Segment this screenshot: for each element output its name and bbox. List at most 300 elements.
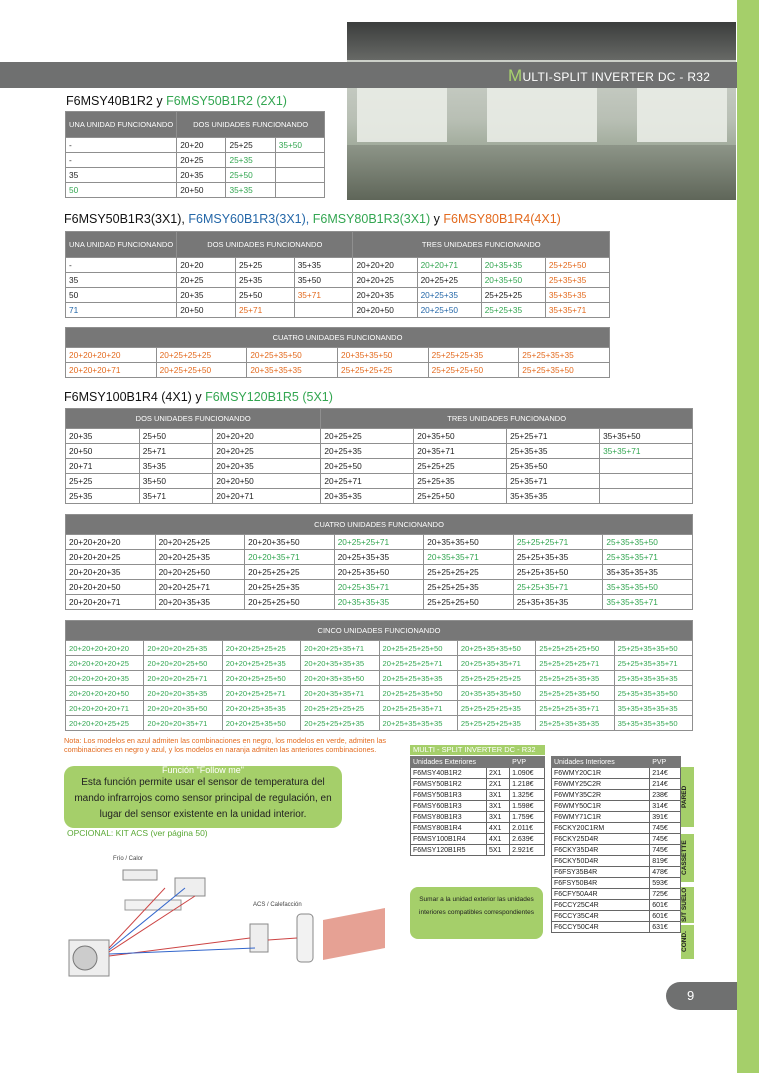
table-cell: 20+25+35+35+71 — [457, 656, 535, 671]
table-row — [552, 845, 681, 856]
table-cell: 25+35+35 — [507, 444, 600, 459]
table-row — [66, 701, 693, 716]
table-cell: 20+20+25+25+71 — [222, 686, 300, 701]
table-cell: 25+25+25+25 — [424, 565, 514, 580]
table-cell: 20+20+25+25+35 — [222, 656, 300, 671]
table-cell: F6CKY25D4R — [552, 834, 650, 845]
table-cell: 35+35 — [139, 459, 213, 474]
table-row — [66, 348, 610, 363]
table-cell: 20+20 — [177, 258, 236, 273]
table-cell: 20+25+25+25+50 — [379, 641, 457, 656]
table-cell: 1.759€ — [510, 812, 545, 823]
table-cell: 35+35+71 — [545, 303, 609, 318]
table-cell: 25+25+35+50 — [519, 363, 610, 378]
schema-label-cold-heat: Frío / Calor — [113, 856, 144, 862]
table-cell: 35 — [66, 273, 177, 288]
table-cell: 20+20+25+25 — [155, 535, 245, 550]
table-cell: 25+25 — [226, 138, 275, 153]
table-cell: 25+25+35+71 — [513, 580, 603, 595]
table-cell: 20+20+25+35+35 — [222, 701, 300, 716]
table-row — [66, 565, 693, 580]
table-cell: 2.921€ — [510, 845, 545, 856]
table-cell: 25+25+25+35+71 — [536, 701, 614, 716]
table-cell: 25+35+35+71 — [603, 550, 693, 565]
table-cell: 71 — [66, 303, 177, 318]
table-cell: 25+35 — [235, 273, 294, 288]
table-cell: 20+25+25+25 — [156, 348, 247, 363]
table-cell: 25+25+25+25 — [337, 363, 428, 378]
table-row — [552, 779, 681, 790]
table-row — [66, 288, 610, 303]
table-cell: 20+20+20+20 — [66, 348, 157, 363]
table-cell: 25+35+50 — [507, 459, 600, 474]
table-cell: 20+20+35+50 — [245, 535, 335, 550]
table-cell: 25+50 — [226, 168, 275, 183]
table-cell: 593€ — [650, 878, 681, 889]
table-cell: 20+25+35+50 — [247, 348, 338, 363]
table-cell: 20+20+20+25+25 — [66, 716, 144, 731]
table-cell: 601€ — [650, 911, 681, 922]
table-cell: 25+50 — [139, 429, 213, 444]
table-cell: 20+25+25+50 — [156, 363, 247, 378]
table-cell: 20+25+35+71 — [334, 580, 424, 595]
table-cell: 35+35+35 — [545, 288, 609, 303]
right-accent-strip — [737, 0, 759, 1073]
table-cell: 20+20+20+20 — [66, 535, 156, 550]
table-cell: 35+71 — [139, 489, 213, 504]
table-cell: 20+35+35 — [321, 489, 414, 504]
table-row — [411, 768, 545, 779]
installation-schema — [65, 848, 390, 990]
section3-table: DOS UNIDADES FUNCIONANDO TRES UNIDADES FUNCIONANDO 20+35 25+50 20+20+20 20+25+25 20+35+50 25+25+71 35+35+50 20+50 25+71 20+20+25 20+25+35 20+35+71 25+35+35 35+35+71 20+71 35+35 20+20+35 20+25+50 25+25+25 25+35+50 25+25 35+50 20+20+50 20+25+71 25+25+35 25+35+71 25+35 35+71 20+20+71 20+35+35 25+25+50 35+35+35 — [65, 408, 693, 504]
table-row — [66, 138, 325, 153]
section3-title: F6MSY100B1R4 (4X1) y F6MSY120B1R5 (5X1) — [64, 390, 333, 404]
table-cell: 238€ — [650, 790, 681, 801]
table-row — [66, 258, 610, 273]
table-cell: 20+20+50 — [213, 474, 321, 489]
table-row — [66, 444, 693, 459]
table-cell: 35+35+50 — [600, 429, 693, 444]
table-row — [552, 911, 681, 922]
table-cell: 5X1 — [487, 845, 510, 856]
table-cell: 819€ — [650, 856, 681, 867]
table-cell: 25+25+35+35+35 — [536, 716, 614, 731]
table-cell: 20+35 — [177, 168, 226, 183]
table-cell: 214€ — [650, 779, 681, 790]
table-cell: F6WMY25C2R — [552, 779, 650, 790]
table-cell: F6MSY40B1R2 — [411, 768, 487, 779]
table-cell: F6MSY80B1R4 — [411, 823, 487, 834]
table-cell: 2.639€ — [510, 834, 545, 845]
table-cell: 35+35+35+71 — [603, 595, 693, 610]
table-cell: 20+35+35+71 — [424, 550, 514, 565]
table-cell: 20+25+50 — [417, 303, 481, 318]
label-cond: COND. — [681, 925, 694, 959]
table-cell — [275, 183, 324, 198]
table-cell: 20+25+25+25+35 — [301, 716, 379, 731]
table-cell: 20+20+35 — [353, 288, 417, 303]
table-cell: 25+35+35+50 — [603, 535, 693, 550]
table-cell: 20+25+35 — [321, 444, 414, 459]
table-cell: 2X1 — [487, 779, 510, 790]
section1-title: F6MSY40B1R2 y F6MSY50B1R2 (2X1) — [66, 94, 287, 108]
note-text: Nota: Los modelos en azul admiten las combinaciones en negro, los modelos en verde, admiten las combinaciones en negro y azul, y los modelos en naranja admiten las anteriores combinaciones. — [64, 736, 387, 754]
table-cell: 1.090€ — [510, 768, 545, 779]
table-cell: 20+20+35 — [213, 459, 321, 474]
table-row — [66, 656, 693, 671]
section2-title: F6MSY50B1R3(3X1), F6MSY60B1R3(3X1), F6MSY80B1R3(3X1) y F6MSY80B1R4(4X1) — [64, 212, 561, 226]
table-cell: - — [66, 153, 177, 168]
table-cell: 20+25+35+35 — [334, 550, 424, 565]
table-cell: 35+35+35 — [507, 489, 600, 504]
table-cell: F6MSY120B1R5 — [411, 845, 487, 856]
table-cell: 20+25+35 — [417, 288, 481, 303]
table-cell: 20+20+71 — [417, 258, 481, 273]
table-cell: 2.011€ — [510, 823, 545, 834]
indoor-units-price-table: Unidades Interiores PVP F6WMY20C1R 214€ F6WMY25C2R 214€ F6WMY35C2R 238€ F6WMY50C1R 314€ F6WMY71C1R 391€ F6CKY20C1RM 745€ F6CKY25D4R 745€ F6CKY35D4R 745€ F6CKY50D4R 819€ F6FSY35B4R 478€ F6FSY50B4R 593€ F6CFY50A4R 725€ F6CCY25C4R 601€ F6CCY35C4R 601€ F6CCY50C4R 631€ — [551, 756, 681, 933]
table-cell: 25+25+35+35 — [513, 550, 603, 565]
table-cell: 20+25+25+35+50 — [379, 686, 457, 701]
table-cell: - — [66, 138, 177, 153]
table-cell: 20+20+20+35+71 — [144, 716, 222, 731]
table-cell: 314€ — [650, 801, 681, 812]
table-row — [66, 474, 693, 489]
table-cell: 20+20+20+25+71 — [144, 671, 222, 686]
table-cell: F6MSY50B1R2 — [411, 779, 487, 790]
table-cell: 20+25+35+35+35 — [379, 716, 457, 731]
table-row — [411, 812, 545, 823]
table-cell: F6MSY60B1R3 — [411, 801, 487, 812]
table-cell: 25+25+71 — [507, 429, 600, 444]
table-cell: 214€ — [650, 768, 681, 779]
opcional-text: OPCIONAL: KIT ACS (ver página 50) — [67, 828, 208, 838]
table-cell: 25+25+50 — [414, 489, 507, 504]
table-cell: 631€ — [650, 922, 681, 933]
table-cell: 25+25+35 — [414, 474, 507, 489]
table-row — [552, 878, 681, 889]
table-cell: 745€ — [650, 823, 681, 834]
label-suelo: S/T SUELO — [681, 887, 694, 923]
table-cell: 25+50 — [235, 288, 294, 303]
table-cell: F6FSY35B4R — [552, 867, 650, 878]
table-cell: 25+25+35 — [481, 303, 545, 318]
table-cell: 25+35 — [226, 153, 275, 168]
table-cell: 20+35+71 — [414, 444, 507, 459]
table-cell: F6MSY50B1R3 — [411, 790, 487, 801]
table-cell: 35+71 — [294, 288, 353, 303]
table-row — [552, 889, 681, 900]
table-cell: - — [66, 258, 177, 273]
table-cell: 25+25+25+71 — [513, 535, 603, 550]
table-cell: 50 — [66, 183, 177, 198]
table-cell: 25+71 — [235, 303, 294, 318]
table-cell: 20+20+25+35+71 — [301, 641, 379, 656]
table-row — [66, 459, 693, 474]
table-cell: 35+50 — [139, 474, 213, 489]
table-row — [66, 550, 693, 565]
schema-label-acs: ACS / Calefacción — [253, 902, 302, 908]
table-cell: 3X1 — [487, 790, 510, 801]
table-cell: 20+35+50 — [481, 273, 545, 288]
sum-info-box: Sumar a la unidad exterior las unidades interiores compatibles correspondientes — [410, 887, 543, 939]
table-cell: 20+20+35+35+35 — [301, 656, 379, 671]
table-cell: 20+25+25+35+71 — [379, 701, 457, 716]
table-cell: 20+20+20+35+50 — [144, 701, 222, 716]
table-row — [552, 834, 681, 845]
table-cell: 4X1 — [487, 834, 510, 845]
table-cell: 20+25+25+25 — [245, 565, 335, 580]
table-cell: 25+25+50 — [545, 258, 609, 273]
table-cell: 1.218€ — [510, 779, 545, 790]
table-cell: 20+25+71 — [321, 474, 414, 489]
table-cell: 3X1 — [487, 812, 510, 823]
table-cell: 1.598€ — [510, 801, 545, 812]
table-cell: 25+25+35+35+50 — [614, 641, 692, 656]
table-cell: 25+25+25+50 — [428, 363, 519, 378]
table-cell: 20+20+20 — [213, 429, 321, 444]
table-cell: 25+25+25+25+71 — [536, 656, 614, 671]
table-cell: 35+35+71 — [600, 444, 693, 459]
section2-four-table: CUATRO UNIDADES FUNCIONANDO 20+20+20+20 20+25+25+25 20+25+35+50 20+35+35+50 25+25+25+35 25+25+35+35 20+20+20+71 20+25+25+50 20+35+35+35 25+25+25+25 25+25+25+50 25+25+35+50 — [65, 327, 610, 378]
table-row — [66, 153, 325, 168]
table-row — [411, 790, 545, 801]
table-cell: 20+25+25 — [321, 429, 414, 444]
table-cell: 25+25+35+50 — [513, 565, 603, 580]
table-cell: 25+25+35+35 — [519, 348, 610, 363]
table-cell: F6FSY50B4R — [552, 878, 650, 889]
table-cell: 20+35+35+35 — [247, 363, 338, 378]
section2-table: UNA UNIDAD FUNCIONANDO DOS UNIDADES FUNCIONANDO TRES UNIDADES FUNCIONANDO - 20+20 25+25 35+35 20+20+20 20+20+71 20+35+35 25+25+50 35 20+25 25+35 35+50 20+20+25 20+25+25 20+35+50 25+35+35 50 20+35 25+50 35+71 20+20+35 20+25+35 25+25+25 35+35+35 71 20+50 25+71 20+20+50 20+25+50 25+25+35 35+35+71 — [65, 231, 610, 318]
table-cell — [600, 489, 693, 504]
table-cell: 20+20+35+35 — [155, 595, 245, 610]
table-row — [66, 303, 610, 318]
table-row — [411, 834, 545, 845]
table-cell: 20+35+35+50 — [337, 348, 428, 363]
table-cell: 20+20+20+20+35 — [66, 671, 144, 686]
table-cell: 20+25+25+35 — [245, 580, 335, 595]
table-cell: 25+35+35+35+50 — [614, 686, 692, 701]
table-cell: 20+20+50 — [353, 303, 417, 318]
table-cell: 20+20+25+25+25 — [222, 641, 300, 656]
table-cell: 20+20+25+35 — [155, 550, 245, 565]
office-photo — [347, 22, 736, 200]
table-cell: 35 — [66, 168, 177, 183]
table-cell: 20+20+20+25+50 — [144, 656, 222, 671]
table-row — [66, 168, 325, 183]
table-row — [66, 363, 610, 378]
table-row — [66, 716, 693, 731]
table-row — [552, 812, 681, 823]
table-cell: 25+25+25+25+35 — [457, 701, 535, 716]
table-cell: 25+35+35 — [545, 273, 609, 288]
table-row — [66, 535, 693, 550]
table-cell: 25+35+71 — [507, 474, 600, 489]
table-row — [552, 856, 681, 867]
table-cell: 25+25+25+35 — [428, 348, 519, 363]
table-row — [66, 686, 693, 701]
table-row — [66, 580, 693, 595]
table-cell: 25+71 — [139, 444, 213, 459]
table-row — [552, 922, 681, 933]
table-cell: 20+35 — [177, 288, 236, 303]
table-cell — [600, 474, 693, 489]
section3-four-table: CUATRO UNIDADES FUNCIONANDO 20+20+20+20 20+20+25+25 20+20+35+50 20+25+25+71 20+35+35+50 25+25+25+71 25+35+35+50 20+20+20+25 20+20+25+35 20+20+35+71 20+25+35+35 20+35+35+71 25+25+35+35 25+35+35+71 20+20+20+35 20+20+25+50 20+25+25+25 20+25+35+50 25+25+25+25 25+25+35+50 35+35+35+35 20+20+20+50 20+20+25+71 20+25+25+35 20+25+35+71 25+25+25+35 25+25+35+71 35+35+35+50 20+20+20+71 20+20+35+35 20+25+25+50 20+35+35+35 25+25+25+50 25+35+35+35 35+35+35+71 — [65, 514, 693, 610]
table-cell: 20+50 — [177, 303, 236, 318]
table-cell: 20+25+25+25+25 — [301, 701, 379, 716]
table-cell: 20+20+20+35+35 — [144, 686, 222, 701]
table-row — [411, 779, 545, 790]
table-cell: 745€ — [650, 845, 681, 856]
table-cell: 25+25 — [66, 474, 140, 489]
section1-table: UNA UNIDAD FUNCIONANDO DOS UNIDADES FUNCIONANDO - 20+20 25+25 35+50 - 20+25 25+35 35 20+35 25+50 50 20+50 35+35 — [65, 111, 325, 198]
table-cell: 478€ — [650, 867, 681, 878]
table-cell: 20+20+20+20+20 — [66, 641, 144, 656]
table-cell: F6CKY50D4R — [552, 856, 650, 867]
table-cell: 25+25+25+25+35 — [457, 716, 535, 731]
table-cell: 20+20+25+50 — [155, 565, 245, 580]
table-cell: 35+35 — [226, 183, 275, 198]
table-cell: 25+25+25+25+50 — [536, 641, 614, 656]
table-cell: 20+20+20+35 — [66, 565, 156, 580]
table-cell: 745€ — [650, 834, 681, 845]
table-cell: 35+35+35+35 — [603, 565, 693, 580]
table-cell: 20+20+35+35+50 — [301, 671, 379, 686]
table-cell: 35+35+35+50 — [603, 580, 693, 595]
table-cell: 20+20+25 — [213, 444, 321, 459]
table-cell: 20+20+71 — [213, 489, 321, 504]
table-cell: 20+25+25+35+35 — [379, 671, 457, 686]
table-row — [552, 790, 681, 801]
table-cell: 25+25+25+35 — [424, 580, 514, 595]
table-cell: 3X1 — [487, 801, 510, 812]
table-row — [552, 801, 681, 812]
table-cell: 35+50 — [294, 273, 353, 288]
table-cell: 20+25 — [177, 273, 236, 288]
table-cell: F6MSY100B1R4 — [411, 834, 487, 845]
table-cell: 20+20+35+35+71 — [301, 686, 379, 701]
table-row — [66, 183, 325, 198]
table-cell: 20+20+20+20+71 — [66, 701, 144, 716]
table-cell: F6CKY20C1RM — [552, 823, 650, 834]
table-row — [411, 823, 545, 834]
table-cell: 20+20+35+71 — [245, 550, 335, 565]
table-cell: 35+50 — [275, 138, 324, 153]
table-cell: 20+20+25+35+50 — [222, 716, 300, 731]
table-cell: 25+25+25 — [414, 459, 507, 474]
table-row — [552, 768, 681, 779]
table-cell: 20+20+20 — [353, 258, 417, 273]
table-cell: 20+20+25+25+50 — [222, 671, 300, 686]
table-cell: 20+25+25 — [417, 273, 481, 288]
table-cell: 20+25+25+71 — [334, 535, 424, 550]
follow-me-text: Esta función permite usar el sensor de temperatura del mando infrarrojos como sensor principal de regulación, en lugar del sensor existente en la unidad interior. — [74, 777, 332, 820]
table-cell: F6CFY50A4R — [552, 889, 650, 900]
table-cell: 25+35+35+35+35 — [614, 671, 692, 686]
table-cell: 25+25+25 — [481, 288, 545, 303]
table-cell: 20+35+35+35 — [334, 595, 424, 610]
table-row — [66, 595, 693, 610]
table-cell: F6CCY35C4R — [552, 911, 650, 922]
table-cell: F6WMY20C1R — [552, 768, 650, 779]
table-cell: 35+35+35+35+35 — [614, 701, 692, 716]
table-cell: 725€ — [650, 889, 681, 900]
table-cell: 20+20+25+71 — [155, 580, 245, 595]
table-cell: 391€ — [650, 812, 681, 823]
table-row — [552, 823, 681, 834]
table-cell: 25+25 — [235, 258, 294, 273]
table-cell: 35+35+35+35+50 — [614, 716, 692, 731]
label-cassette: CASSETTE — [681, 834, 694, 882]
table-cell — [294, 303, 353, 318]
table-cell — [600, 459, 693, 474]
table-cell: 20+20+20+71 — [66, 363, 157, 378]
table-cell: 20+35+50 — [414, 429, 507, 444]
table-row — [66, 641, 693, 656]
table-cell: 20+50 — [177, 183, 226, 198]
table-row — [552, 867, 681, 878]
table-cell: F6MSY80B1R3 — [411, 812, 487, 823]
table-cell: 20+25+35+35+50 — [457, 641, 535, 656]
table-cell: 1.325€ — [510, 790, 545, 801]
table-cell: F6CCY25C4R — [552, 900, 650, 911]
table-cell: 25+25+35+35+71 — [614, 656, 692, 671]
table-row — [552, 900, 681, 911]
table-cell: 20+25 — [177, 153, 226, 168]
table-cell: 25+35 — [66, 489, 140, 504]
table-row — [66, 429, 693, 444]
table-row — [411, 845, 545, 856]
table-cell: 2X1 — [487, 768, 510, 779]
page-number: 9 — [666, 982, 737, 1010]
table-cell: 20+35+35 — [481, 258, 545, 273]
table-cell: 20+20+20+20+25 — [66, 656, 144, 671]
table-cell: 20+25+50 — [321, 459, 414, 474]
table-cell: 20+25+25+50 — [245, 595, 335, 610]
table-cell: F6WMY71C1R — [552, 812, 650, 823]
table-cell: F6CKY35D4R — [552, 845, 650, 856]
table-cell: 20+35+35+50 — [424, 535, 514, 550]
table-cell: 20+20 — [177, 138, 226, 153]
outdoor-units-price-table: Unidades Exteriores PVP F6MSY40B1R2 2X1 1.090€ F6MSY50B1R2 2X1 1.218€ F6MSY50B1R3 3X1 1.325€ F6MSY60B1R3 3X1 1.598€ F6MSY80B1R3 3X1 1.759€ F6MSY80B1R4 4X1 2.011€ F6MSY100B1R4 4X1 2.639€ F6MSY120B1R5 5X1 2.921€ — [410, 756, 545, 856]
table-cell: 20+71 — [66, 459, 140, 474]
table-cell — [275, 168, 324, 183]
table-cell: 20+20+20+71 — [66, 595, 156, 610]
table-cell: 25+25+25+35+50 — [536, 686, 614, 701]
follow-me-box — [64, 766, 342, 828]
table-cell: 20+20+20+20+50 — [66, 686, 144, 701]
table-cell: 20+25+25+25+71 — [379, 656, 457, 671]
table-cell: 35+35 — [294, 258, 353, 273]
table-cell: 25+25+25+25+25 — [457, 671, 535, 686]
table-cell: 20+35+35+35+50 — [457, 686, 535, 701]
follow-me-title: Función "Follow me" — [162, 765, 244, 775]
table-cell: 50 — [66, 288, 177, 303]
table-cell: 25+25+25+50 — [424, 595, 514, 610]
page-title: MULTI-SPLIT INVERTER DC - R32 — [508, 66, 711, 85]
table-row — [66, 671, 693, 686]
label-pared: PARED — [681, 767, 694, 827]
table-cell: 20+20+20+50 — [66, 580, 156, 595]
table-cell: 20+50 — [66, 444, 140, 459]
table-row — [66, 489, 693, 504]
table-cell: F6WMY35C2R — [552, 790, 650, 801]
table-cell: F6WMY50C1R — [552, 801, 650, 812]
table-cell: F6CCY50C4R — [552, 922, 650, 933]
table-cell: 4X1 — [487, 823, 510, 834]
pvp-title: MULTI - SPLIT INVERTER DC - R32 — [410, 745, 545, 755]
table-cell: 25+35+35+35 — [513, 595, 603, 610]
section3-five-table: CINCO UNIDADES FUNCIONANDO 20+20+20+20+20 20+20+20+25+35 20+20+25+25+25 20+20+25+35+71 20+25+25+25+50 20+25+35+35+50 25+25+25+25+50 25+25+35+35+50 20+20+20+20+25 20+20+20+25+50 20+20+25+25+35 20+20+35+35+35 20+25+25+25+71 20+25+35+35+71 25+25+25+25+71 25+25+35+35+71 20+20+20+20+35 20+20+20+25+71 20+20+25+25+50 20+20+35+35+50 20+25+25+35+35 25+25+25+25+25 25+25+25+35+35 25+35+35+35+35 20+20+20+20+50 20+20+20+35+35 20+20+25+25+71 20+20+35+35+71 20+25+25+35+50 20+35+35+35+50 25+25+25+35+50 25+35+35+35+50 20+20+20+20+71 20+20+20+35+50 20+20+25+35+35 20+25+25+25+25 20+25+25+35+71 25+25+25+25+35 25+25+25+35+71 35+35+35+35+35 20+20+20+25+25 20+20+20+35+71 20+20+25+35+50 20+25+25+25+35 20+25+35+35+35 25+25+25+25+35 25+25+35+35+35 35+35+35+35+50 — [65, 620, 693, 731]
